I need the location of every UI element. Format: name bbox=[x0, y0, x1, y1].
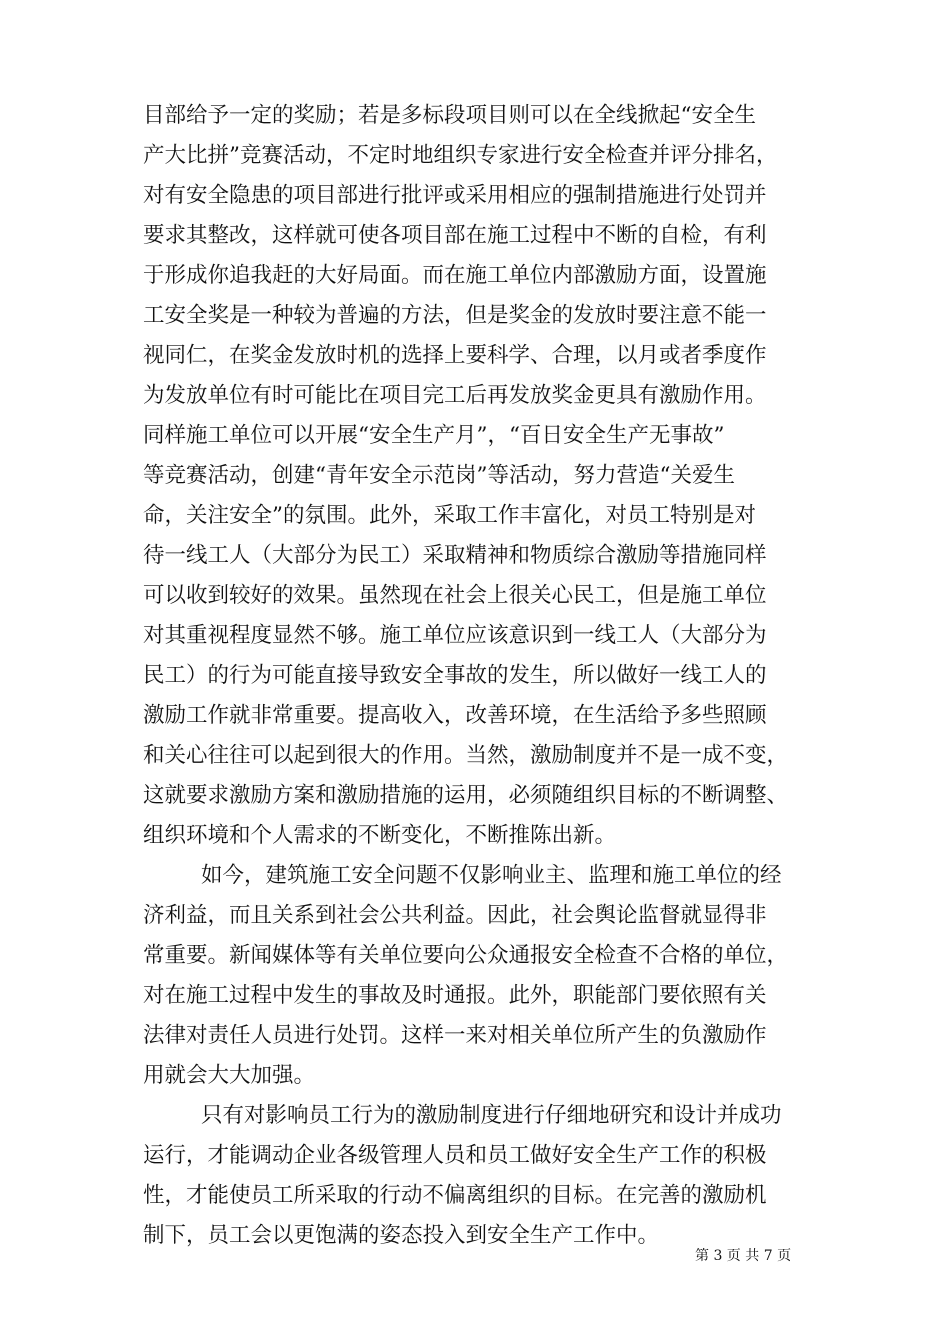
paragraph bbox=[143, 856, 823, 1096]
text-line: 要求其整改，这样就可使各项目部在施工过程中不断的自检，有利 bbox=[143, 223, 767, 248]
text-line: 运行，才能调动企业各级管理人员和员工做好安全生产工作的积极 bbox=[143, 1143, 767, 1168]
text-line: 激励工作就非常重要。提高收入，改善环境，在生活给予多些照顾 bbox=[143, 703, 767, 728]
text-line: 于形成你追我赶的大好局面。而在施工单位内部激励方面，设置施 bbox=[143, 263, 767, 288]
text-line: 为发放单位有时可能比在项目完工后再发放奖金更具有激励作用。 bbox=[143, 383, 767, 408]
text-line: 如今，建筑施工安全问题不仅影响业主、监理和施工单位的经 bbox=[201, 863, 782, 888]
text-line: 目部给予一定的奖励；若是多标段项目则可以在全线掀起“安全生 bbox=[143, 103, 756, 128]
text-line: 产大比拼”竞赛活动，不定时地组织专家进行安全检查并评分排名， bbox=[143, 143, 778, 168]
text-line: 和关心往往可以起到很大的作用。当然，激励制度并不是一成不变， bbox=[143, 743, 789, 768]
text-line: 用就会大大加强。 bbox=[143, 1063, 316, 1088]
text-line: 组织环境和个人需求的不断变化，不断推陈出新。 bbox=[143, 823, 617, 848]
text-line: 对其重视程度显然不够。施工单位应该意识到一线工人（大部分为 bbox=[143, 623, 767, 648]
text-line: 工安全奖是一种较为普遍的方法，但是奖金的发放时要注意不能一 bbox=[143, 303, 767, 328]
paragraph bbox=[143, 1096, 823, 1256]
text-line: 视同仁，在奖金发放时机的选择上要科学、合理，以月或者季度作 bbox=[143, 343, 767, 368]
text-line: 民工）的行为可能直接导致安全事故的发生，所以做好一线工人的 bbox=[143, 663, 767, 688]
page-number: 第 3 页 共 7 页 bbox=[695, 1248, 792, 1264]
text-line: 法律对责任人员进行处罚。这样一来对相关单位所产生的负激励作 bbox=[143, 1023, 767, 1048]
text-line: 常重要。新闻媒体等有关单位要向公众通报安全检查不合格的单位， bbox=[143, 943, 789, 968]
text-line: 等竞赛活动，创建“青年安全示范岗”等活动，努力营造“关爱生 bbox=[143, 463, 735, 488]
text-line: 制下，员工会以更饱满的姿态投入到安全生产工作中。 bbox=[143, 1223, 660, 1248]
text-line: 这就要求激励方案和激励措施的运用，必须随组织目标的不断调整、 bbox=[143, 783, 789, 808]
paragraph bbox=[143, 96, 823, 856]
text-line: 命，关注安全”的氛围。此外，采取工作丰富化，对员工特别是对 bbox=[143, 503, 756, 528]
text-line: 性，才能使员工所采取的行动不偏离组织的目标。在完善的激励机 bbox=[143, 1183, 767, 1208]
text-line: 对在施工过程中发生的事故及时通报。此外，职能部门要依照有关 bbox=[143, 983, 767, 1008]
text-line: 可以收到较好的效果。虽然现在社会上很关心民工，但是施工单位 bbox=[143, 583, 767, 608]
text-line: 只有对影响员工行为的激励制度进行仔细地研究和设计并成功 bbox=[201, 1103, 782, 1128]
text-line: 对有安全隐患的项目部进行批评或采用相应的强制措施进行处罚并 bbox=[143, 183, 767, 208]
text-line: 同样施工单位可以开展“安全生产月”，“百日安全生产无事故” bbox=[143, 423, 725, 448]
text-line: 待一线工人（大部分为民工）采取精神和物质综合激励等措施同样 bbox=[143, 543, 767, 568]
document-body bbox=[143, 96, 823, 1256]
text-line: 济利益，而且关系到社会公共利益。因此，社会舆论监督就显得非 bbox=[143, 903, 767, 928]
